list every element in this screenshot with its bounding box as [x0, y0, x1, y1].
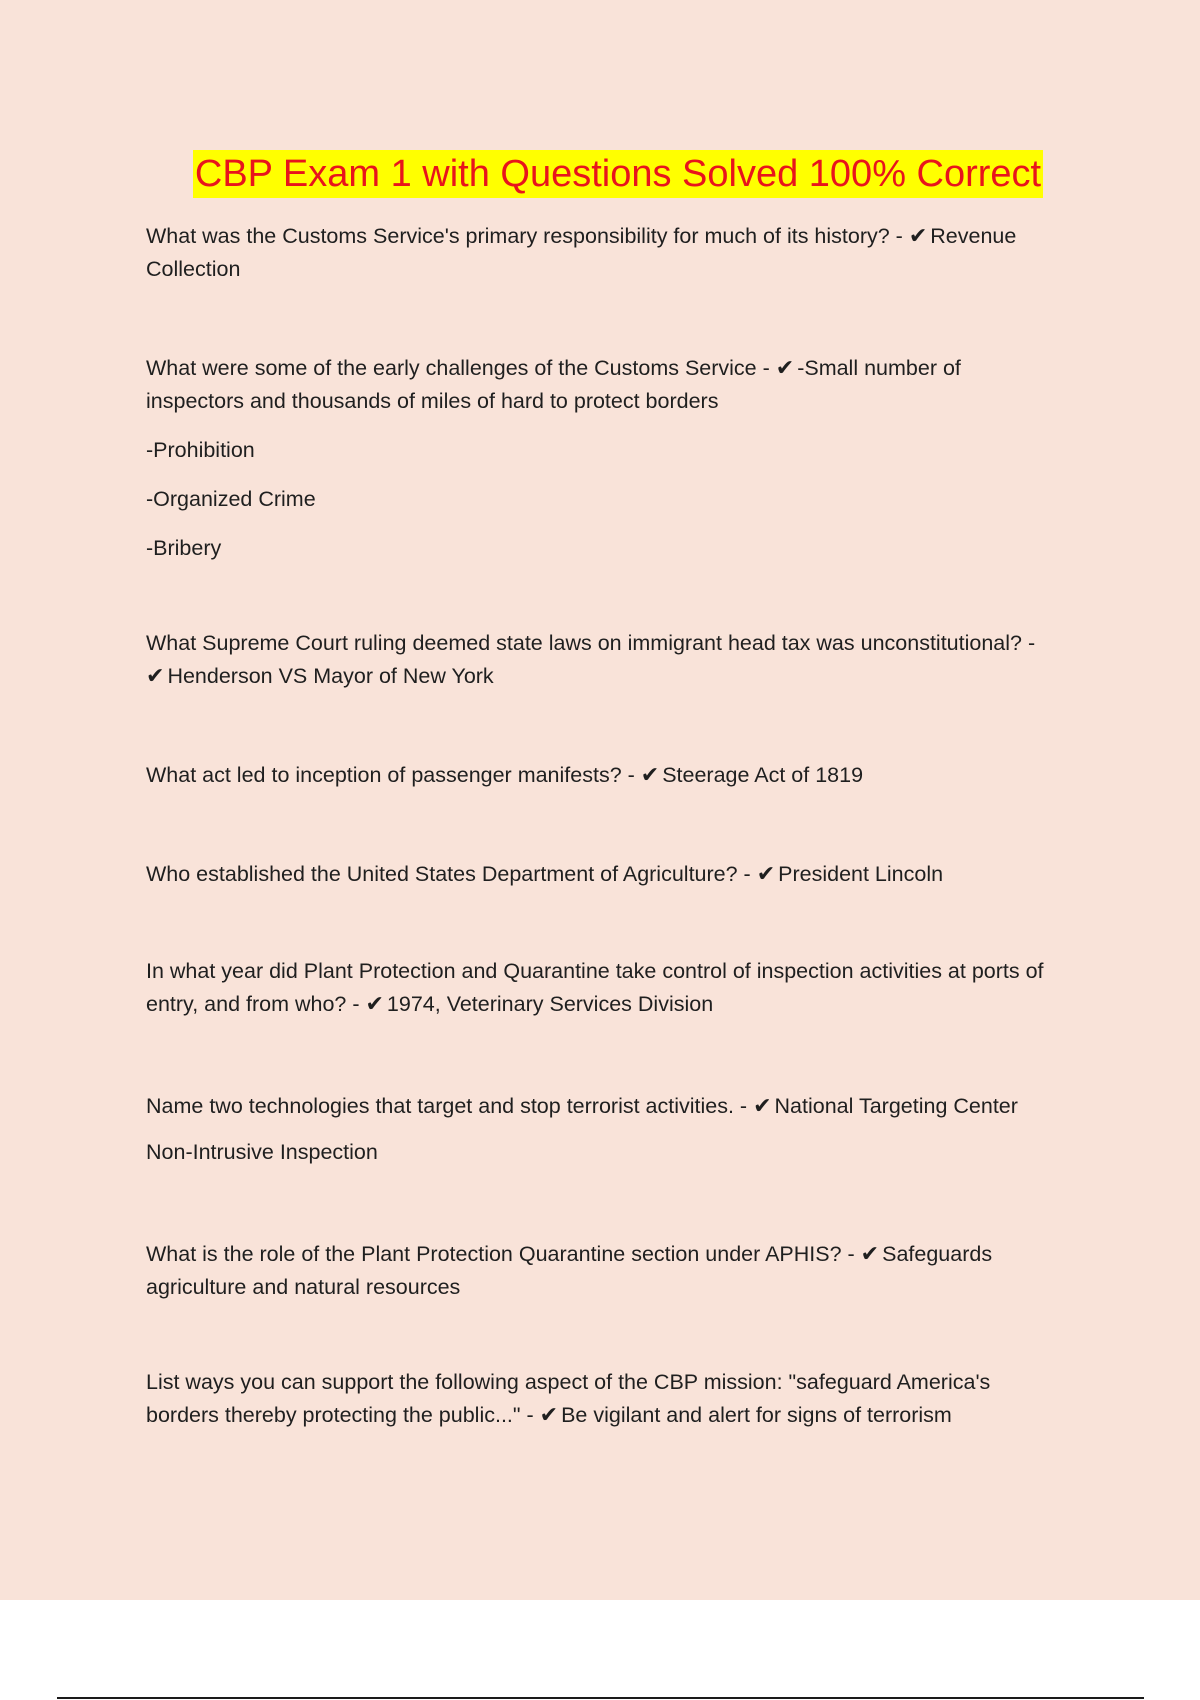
answer-item: -Organized Crime — [146, 487, 316, 511]
answer-item: -Prohibition — [146, 438, 255, 462]
qa-entry — [146, 858, 1096, 891]
checkmark-icon: ✔ — [908, 224, 928, 249]
answer-text: President Lincoln — [778, 862, 944, 886]
checkmark-icon: ✔ — [753, 1094, 772, 1119]
qa-entry — [146, 627, 1096, 693]
answer-text: National Targeting Center — [774, 1094, 1018, 1118]
checkmark-icon: ✔ — [756, 862, 776, 887]
checkmark-icon: ✔ — [365, 992, 384, 1017]
answer-item: -Bribery — [146, 536, 222, 560]
qa-entry — [146, 759, 1096, 792]
qa-entry — [146, 352, 1096, 565]
answer-continuation: agriculture and natural resources — [146, 1275, 461, 1299]
checkmark-icon: ✔ — [640, 763, 660, 788]
question-text: List ways you can support the following aspect of the CBP mission: "safeguard America's — [146, 1370, 991, 1394]
answer-continuation: inspectors and thousands of miles of hard to protect borders — [146, 389, 719, 413]
answer-text: Be vigilant and alert for signs of terrorism — [561, 1403, 952, 1427]
question-text: What is the role of the Plant Protection Quarantine section under APHIS? - — [146, 1242, 861, 1266]
question-text: borders thereby protecting the public..." - — [146, 1403, 540, 1427]
question-text: What act led to inception of passenger manifests? - — [146, 763, 641, 787]
question-text: What were some of the early challenges of the Customs Service - — [146, 356, 776, 380]
checkmark-icon: ✔ — [775, 356, 795, 381]
question-text: entry, and from who? - — [146, 992, 366, 1016]
qa-entry — [146, 955, 1096, 1021]
qa-entry — [146, 1238, 1096, 1304]
qa-entry — [146, 1090, 1096, 1169]
footer-divider — [57, 1697, 1144, 1699]
question-text: Name two technologies that target and stop terrorist activities. - — [146, 1094, 754, 1118]
checkmark-icon: ✔ — [539, 1403, 559, 1428]
question-text: In what year did Plant Protection and Quarantine take control of inspection activities at ports of — [146, 959, 1044, 983]
answer-continuation: Collection — [146, 257, 241, 281]
checkmark-icon: ✔ — [146, 664, 165, 689]
answer-text: Safeguards — [882, 1242, 993, 1266]
qa-entry — [146, 1366, 1096, 1432]
checkmark-icon: ✔ — [860, 1242, 880, 1267]
answer-text: Henderson VS Mayor of New York — [167, 664, 494, 688]
document-title: CBP Exam 1 with Questions Solved 100% Correct — [193, 150, 1043, 198]
answer-text: -Small number of — [797, 356, 961, 380]
answer-text: Steerage Act of 1819 — [662, 763, 864, 787]
answer-text: 1974, Veterinary Services Division — [386, 992, 714, 1016]
question-text: What Supreme Court ruling deemed state laws on immigrant head tax was unconstitutional? - — [146, 631, 1036, 655]
answer-continuation: Non-Intrusive Inspection — [146, 1140, 378, 1164]
answer-text: Revenue — [930, 224, 1017, 248]
question-text: Who established the United States Department of Agriculture? - — [146, 862, 757, 886]
qa-entry — [146, 220, 1096, 286]
question-text: What was the Customs Service's primary responsibility for much of its history? - — [146, 224, 909, 248]
title-container — [0, 150, 1200, 198]
